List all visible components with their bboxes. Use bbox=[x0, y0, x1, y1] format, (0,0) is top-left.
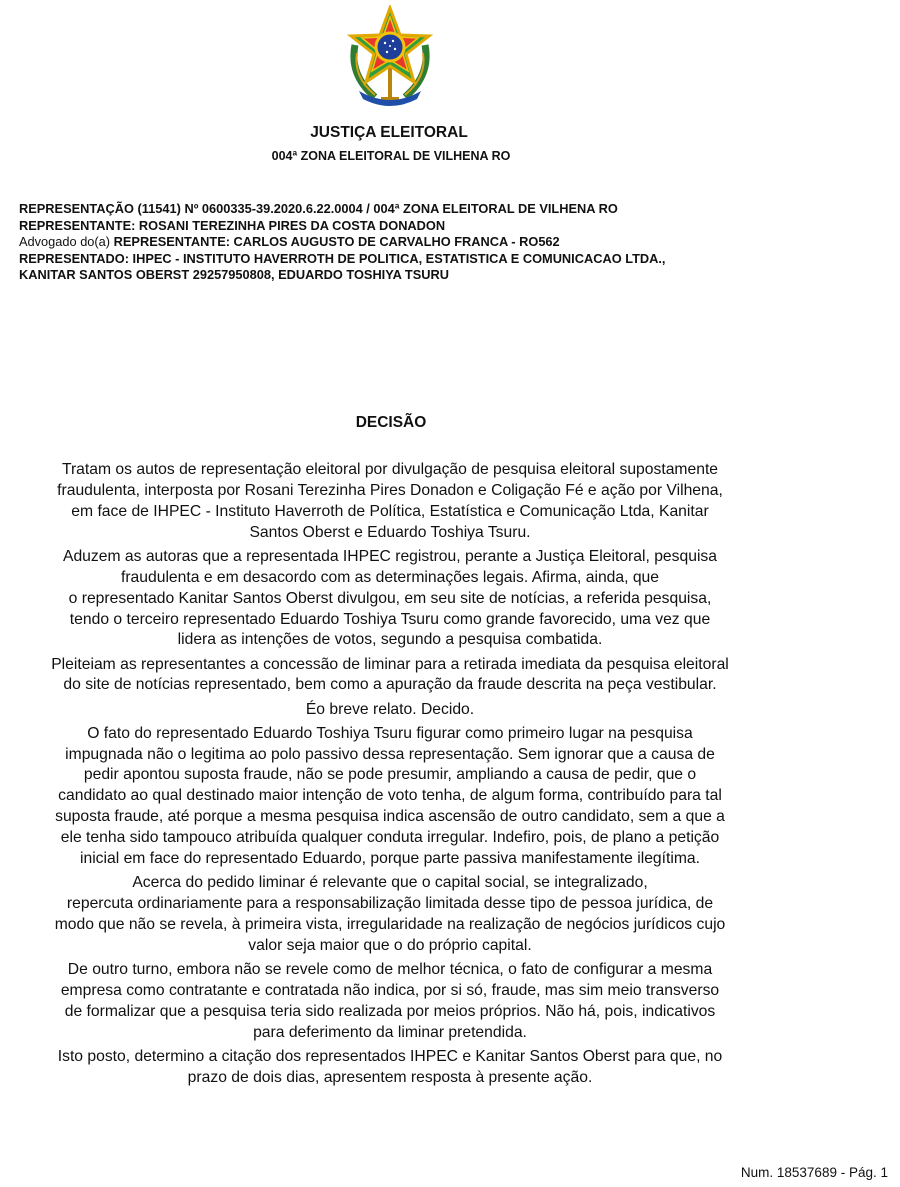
text-line: lidera as intenções de votos, segundo a pesquisa combatida. bbox=[177, 631, 603, 649]
text-line: Isto posto, determino a citação dos representados IHPEC e Kanitar Santos Oberst para que, no bbox=[57, 1047, 723, 1065]
text-line: Pleiteiam as representantes a concessão de liminar para a retirada imediata da pesquisa eleitoral bbox=[51, 655, 729, 673]
page-reference: Num. 18537689 - Pág. 1 bbox=[740, 1165, 888, 1180]
paragraph-6 bbox=[10, 873, 770, 957]
text-line: de formalizar que a pesquisa teria sido realizada por meios próprios. Não há, pois, indicativos bbox=[64, 1002, 716, 1020]
text-line: valor seja maior que o do próprio capital. bbox=[248, 936, 532, 954]
text-line: Santos Oberst e Eduardo Toshiya Tsuru. bbox=[249, 523, 531, 541]
text-line: inicial em face do representado Eduardo, porque parte passiva manifestamente ilegítima. bbox=[79, 850, 700, 868]
decision-title: DECISÃO bbox=[355, 414, 427, 431]
text-line: do site de notícias representado, bem como a apuração da fraude descrita na peça vestibular. bbox=[63, 676, 717, 694]
text-line: candidato ao qual destinado maior intenção de voto tenha, de algum forma, contribuído para tal bbox=[58, 787, 722, 805]
defendant-line: REPRESENTADO: IHPEC - INSTITUTO HAVERROTH DE POLITICA, ESTATISTICA E COMUNICACAO LTDA., bbox=[19, 250, 666, 266]
defendant-line-continued: KANITAR SANTOS OBERST 29257950808, EDUARDO TOSHIYA TSURU bbox=[19, 267, 449, 283]
paragraph-8 bbox=[10, 1047, 770, 1089]
text-line: prazo de dois dias, apresentem resposta à presente ação. bbox=[187, 1068, 593, 1086]
lawyer-prefix: Advogado do(a) bbox=[19, 234, 111, 250]
text-line: repercuta ordinariamente para a responsabilização limitada desse tipo de pessoa jurídica, de bbox=[66, 895, 714, 913]
text-line: pedir apontou suposta fraude, não se pode presumir, ampliando a causa de pedir, que o bbox=[83, 766, 697, 784]
case-header bbox=[19, 201, 879, 284]
text-line: Aduzem as autoras que a representada IHPEC registrou, perante a Justiça Eleitoral, pesquisa bbox=[62, 547, 717, 565]
paragraph-5 bbox=[10, 724, 770, 870]
court-zone: 004ª ZONA ELEITORAL DE VILHENA RO bbox=[271, 149, 511, 163]
text-line: fraudulenta, interposta por Rosani Terezinha Pires Donadon e Coligação Fé e ação por Vilhena, bbox=[57, 481, 723, 499]
text-line: De outro turno, embora não se revele como de melhor técnica, o fato de configurar a mesma bbox=[67, 960, 713, 978]
text-line: modo que não se revela, à primeira vista, irregularidade na realização de negócios jurídicos cujo bbox=[54, 915, 726, 933]
paragraph-4 bbox=[10, 700, 770, 721]
paragraph-1 bbox=[10, 460, 770, 544]
decision-body bbox=[10, 460, 770, 1092]
brazil-coat-of-arms-icon bbox=[345, 5, 435, 107]
text-line: ele tenha sido tampouco atribuída qualquer conduta irregular. Indefiro, pois, de plano a petição bbox=[60, 829, 720, 847]
text-line: suposta fraude, até porque a mesma pesquisa indica ascensão de outro candidato, sem a que a bbox=[55, 808, 725, 826]
text-line: em face de IHPEC - Instituto Haverroth de Política, Estatística e Comunicação Ltda, Kanitar bbox=[71, 502, 709, 520]
text-line: impugnada não o legitima ao polo passivo dessa representação. Sem ignorar que a causa de bbox=[65, 745, 715, 763]
lawyer-name: REPRESENTANTE: CARLOS AUGUSTO DE CARVALHO FRANCA - RO562 bbox=[113, 234, 560, 250]
case-number-line: REPRESENTAÇÃO (11541) Nº 0600335-39.2020.6.22.0004 / 004ª ZONA ELEITORAL DE VILHENA RO bbox=[19, 201, 618, 216]
paragraph-2 bbox=[10, 547, 770, 652]
paragraph-7 bbox=[10, 960, 770, 1044]
text-line: Acerca do pedido liminar é relevante que o capital social, se integralizado, bbox=[132, 874, 648, 892]
text-line: tendo o terceiro representado Eduardo Toshiya Tsuru como grande favorecido, uma vez que bbox=[69, 610, 711, 628]
text-line: fraudulenta e em desacordo com as determinações legais. Afirma, ainda, que bbox=[120, 568, 660, 586]
text-line: Éo breve relato. Decido. bbox=[305, 700, 475, 718]
text-line: o representado Kanitar Santos Oberst divulgou, em seu site de notícias, a referida pesquisa, bbox=[68, 589, 712, 607]
paragraph-3 bbox=[10, 655, 770, 697]
text-line: O fato do representado Eduardo Toshiya Tsuru figurar como primeiro lugar na pesquisa bbox=[87, 724, 693, 742]
text-line: empresa como contratante e contratada não indica, por si só, fraude, mas sim meio transverso bbox=[60, 981, 720, 999]
text-line: para deferimento da liminar pretendida. bbox=[253, 1023, 527, 1041]
text-line: Tratam os autos de representação eleitoral por divulgação de pesquisa eleitoral supostamente bbox=[61, 461, 719, 478]
plaintiff-line: REPRESENTANTE: ROSANI TEREZINHA PIRES DA COSTA DONADON bbox=[19, 217, 446, 233]
lawyer-line bbox=[19, 234, 879, 251]
court-title: JUSTIÇA ELEITORAL bbox=[310, 124, 468, 141]
